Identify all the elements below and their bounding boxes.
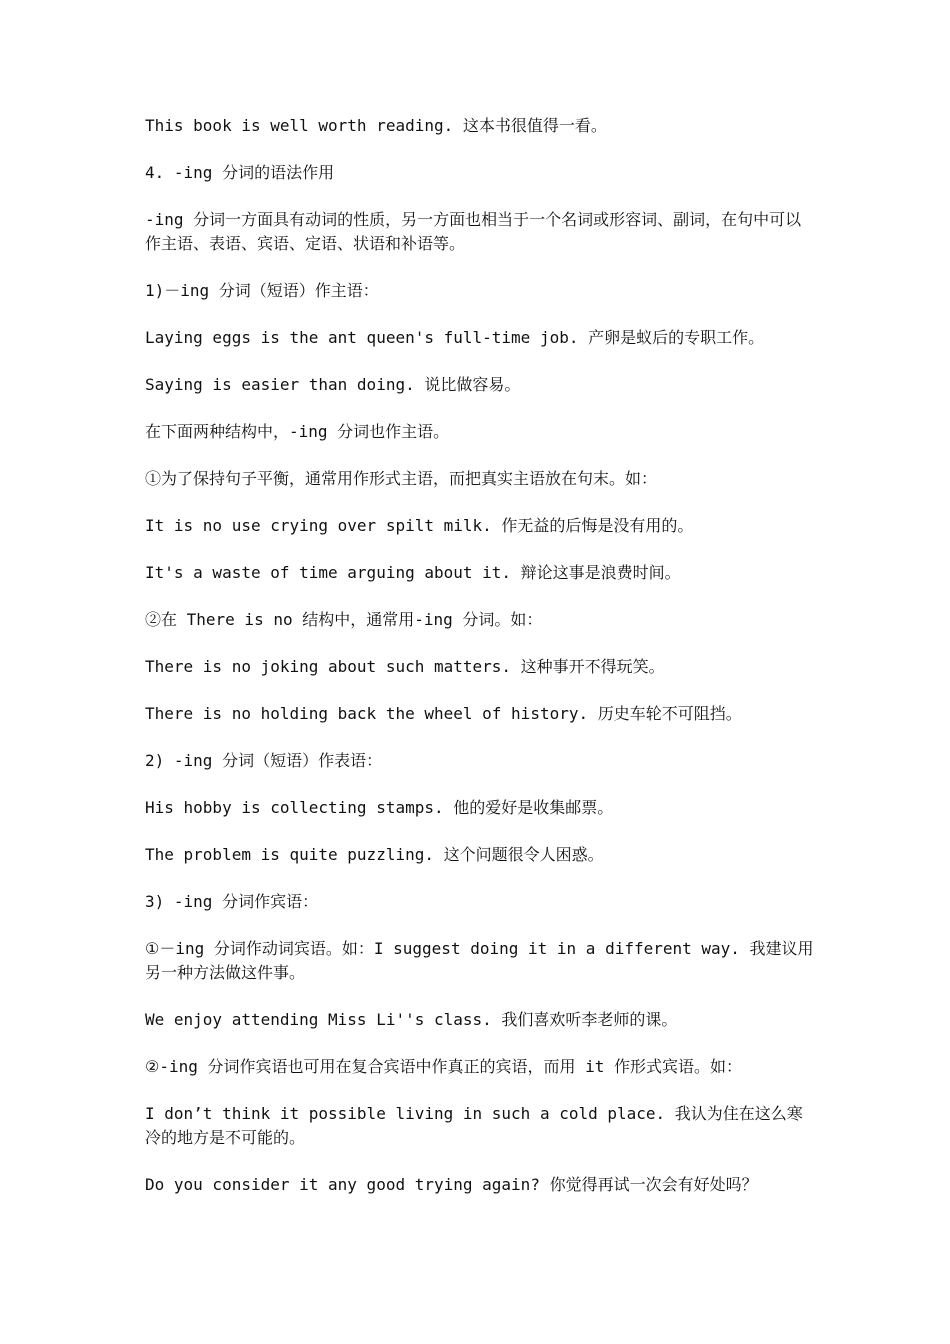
example-sentence: The problem is quite puzzling. 这个问题很令人困惑。 xyxy=(145,845,604,864)
explanation-text: ①－ing 分词作动词宾语。如：I suggest doing it in a different way. 我建议用另一种方法做这件事。 xyxy=(145,939,814,982)
example-sentence: It's a waste of time arguing about it. 辩论这事是浪费时间。 xyxy=(145,563,681,582)
explanation-text: ②-ing 分词作宾语也可用在复合宾语中作真正的宾语，而用 it 作形式宾语。如： xyxy=(145,1057,743,1076)
example-sentence: There is no holding back the wheel of history. 历史车轮不可阻挡。 xyxy=(145,704,742,723)
explanation-text: 在下面两种结构中，-ing 分词也作主语。 xyxy=(145,422,450,441)
example-sentence: I don’t think it possible living in such a cold place. 我认为住在这么寒冷的地方是不可能的。 xyxy=(145,1104,803,1147)
explanation-text: ①为了保持句子平衡，通常用作形式主语，而把真实主语放在句末。如： xyxy=(145,469,658,488)
intro-paragraph: -ing 分词一方面具有动词的性质，另一方面也相当于一个名词或形容词、副词，在句中可以作主语、表语、宾语、定语、状语和补语等。 xyxy=(145,210,802,253)
example-sentence: There is no joking about such matters. 这种事开不得玩笑。 xyxy=(145,657,665,676)
example-sentence: Do you consider it any good trying again? 你觉得再试一次会有好处吗？ xyxy=(145,1175,758,1194)
explanation-text: ②在 There is no 结构中，通常用-ing 分词。如： xyxy=(145,610,543,629)
example-sentence: We enjoy attending Miss Li''s class. 我们喜欢听李老师的课。 xyxy=(145,1010,678,1029)
example-sentence: Laying eggs is the ant queen's full-time job. 产卵是蚁后的专职工作。 xyxy=(145,328,765,347)
subsection-heading: 3) -ing 分词作宾语： xyxy=(145,892,319,911)
example-sentence: It is no use crying over spilt milk. 作无益的后悔是没有用的。 xyxy=(145,516,694,535)
subsection-heading: 2) -ing 分词（短语）作表语： xyxy=(145,751,383,770)
example-sentence: His hobby is collecting stamps. 他的爱好是收集邮票。 xyxy=(145,798,614,817)
example-sentence: This book is well worth reading. 这本书很值得一看。 xyxy=(145,116,607,135)
section-heading: 4. -ing 分词的语法作用 xyxy=(145,163,335,182)
document-body xyxy=(145,114,815,1220)
example-sentence: Saying is easier than doing. 说比做容易。 xyxy=(145,375,521,394)
subsection-heading: 1)－ing 分词（短语）作主语： xyxy=(145,281,379,300)
